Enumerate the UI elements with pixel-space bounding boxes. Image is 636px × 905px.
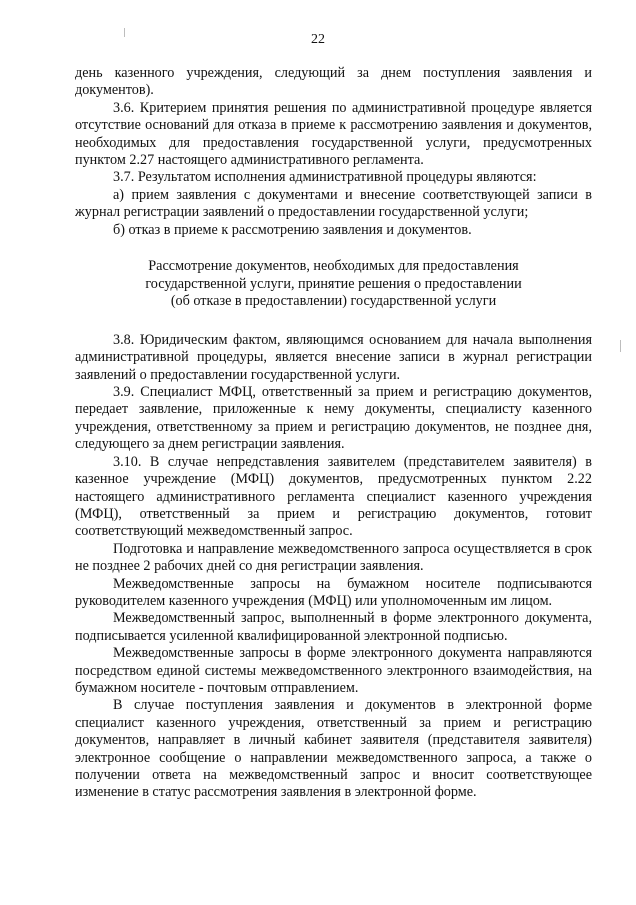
paragraph: В случае поступления заявления и документов в электронной форме специалист казенного учреждения, ответственный за прием и регистрацию документов, направляет в личный кабинет заявителя (представителя заявителя) электронное сообщение о направлении межведомственного запроса, а также о получении ответа на межведомственный запрос и вносит соответствующее изменение в статус рассмотрения заявления в электронной форме.	[75, 697, 592, 801]
paragraph: 3.7. Результатом исполнения административной процедуры являются:	[113, 169, 537, 186]
document-body	[75, 65, 592, 802]
paragraph: 3.8. Юридическим фактом, являющимся основанием для начала выполнения административной процедуры, является внесение записи в журнал регистрации заявлений о предоставлении государственной услуги.	[75, 331, 592, 383]
paragraph: б) отказ в приеме к рассмотрению заявления и документов.	[113, 221, 472, 238]
paragraph: Межведомственные запросы в форме электронного документа направляются посредством единой системы межведомственного электронного взаимодействия, на бумажном носителе - почтовым отправлением.	[75, 645, 592, 696]
scan-mark	[620, 340, 621, 352]
paragraph: Межведомственные запросы на бумажном носителе подписываются руководителем казенного учреждения (МФЦ) или уполномоченным им лицом.	[75, 575, 592, 609]
paragraph: Межведомственный запрос, выполненный в форме электронного документа, подписывается усиленной квалифицированной электронной подписью.	[75, 610, 592, 644]
paragraph: 3.6. Критерием принятия решения по административной процедуре является отсутствие оснований для отказа в приеме к рассмотрению заявления и документов, необходимых для предоставления государственной услуги, предусмотренных пунктом 2.27 настоящего административного регламента.	[75, 99, 592, 169]
section-title-line: (об отказе в предоставлении) государственной услуги	[170, 293, 497, 310]
section-title-line: государственной услуги, принятие решения о предоставлении	[145, 275, 522, 292]
paragraph: а) прием заявления с документами и внесение соответствующей записи в журнал регистрации заявлений о предоставлении государственной услуги;	[75, 186, 592, 221]
section-title-line: Рассмотрение документов, необходимых для предоставления	[148, 258, 519, 275]
scan-mark	[124, 28, 125, 37]
paragraph: 3.10. В случае непредставления заявителем (представителем заявителя) в казенное учреждение (МФЦ) документов, предусмотренных пунктом 2.22 настоящего административного регламента специалист казенного учреждения (МФЦ), ответственный за прием и регистрацию документов, готовит соответствующий межведомственный запрос.	[75, 453, 592, 540]
paragraph-group-top	[75, 65, 592, 239]
section-title	[75, 258, 592, 311]
paragraph: 3.9. Специалист МФЦ, ответственный за прием и регистрацию документов, передает заявление, приложенные к нему документы, специалисту казенного учреждения, ответственному за прием и регистрацию документов, не позднее дня, следующего за днем регистрации заявления.	[75, 384, 592, 453]
paragraph-group-bottom	[75, 332, 592, 802]
paragraph: день казенного учреждения, следующий за днем поступления заявления и документов).	[75, 65, 592, 99]
page-number: 22	[311, 32, 325, 47]
paragraph: Подготовка и направление межведомственного запроса осуществляется в срок не позднее 2 рабочих дней со дня регистрации заявления.	[75, 540, 592, 575]
